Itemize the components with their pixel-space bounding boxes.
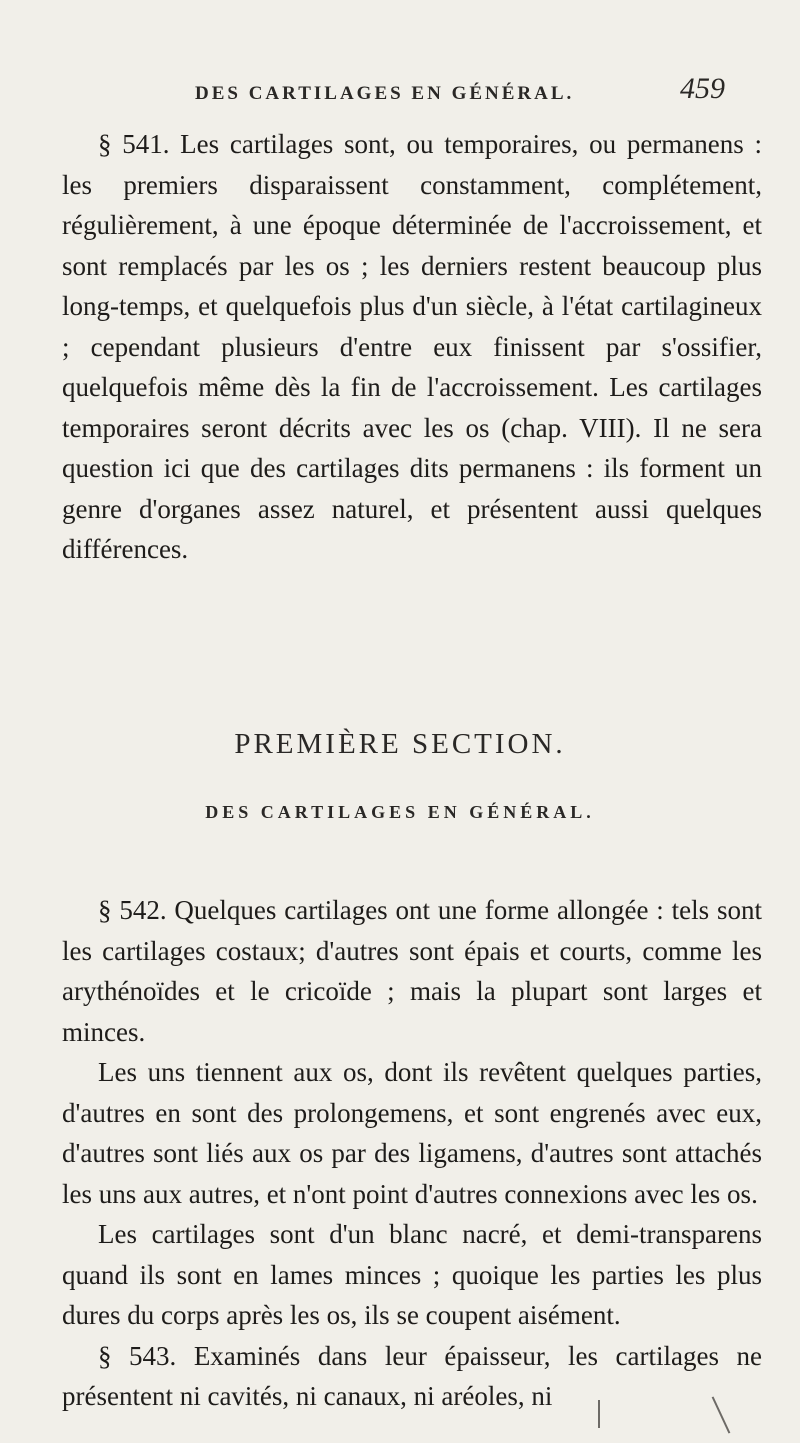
running-head: DES CARTILAGES EN GÉNÉRAL. xyxy=(195,83,575,104)
section-text xyxy=(62,890,762,1417)
section-heading: PREMIÈRE SECTION. xyxy=(234,728,566,760)
scan-mark xyxy=(598,1400,600,1428)
paragraph-543: § 543. Examinés dans leur épaisseur, les cartilages ne présentent ni cavités, ni canaux, ni aréoles, ni xyxy=(62,1340,762,1411)
section-subheading: DES CARTILAGES EN GÉNÉRAL. xyxy=(205,802,595,822)
paragraph-connexions: Les uns tiennent aux os, dont ils revêtent quelques parties, d'autres en sont des prolongemens, et sont engrenés avec eux, d'autres sont liés aux os par des ligamens, d'autres sont attachés les uns aux autres, et n'ont point d'autres connexions avec les os. xyxy=(62,1057,762,1209)
page-number: 459 xyxy=(680,72,725,105)
intro-text xyxy=(62,124,762,570)
paragraph-couleur: Les cartilages sont d'un blanc nacré, et demi-transparens quand ils sont en lames minces ; quoique les parties les plus dures du corps après les os, ils se coupent aisément. xyxy=(62,1219,762,1330)
paragraph-541: § 541. Les cartilages sont, ou temporaires, ou permanens : les premiers disparaissent constamment, complétement, régulièrement, à une époque déterminée de l'accroissement, et sont remplacés par les os ; les derniers restent beaucoup plus long-temps, et quelquefois plus d'un siècle, à l'état cartilagineux ; cependant plusieurs d'entre eux finissent par s'ossifier, quelquefois même dès la fin de l'accroissement. Les cartilages temporaires seront décrits avec les os (chap. VIII). Il ne sera question ici que des cartilages dits permanens : ils forment un genre d'organes assez naturel, et présentent aussi quelques différences. xyxy=(62,129,762,564)
paragraph-542: § 542. Quelques cartilages ont une forme allongée : tels sont les cartilages costaux; d'autres sont épais et courts, comme les arythénoïdes et le cricoïde ; mais la plupart sont larges et minces. xyxy=(62,895,762,1047)
